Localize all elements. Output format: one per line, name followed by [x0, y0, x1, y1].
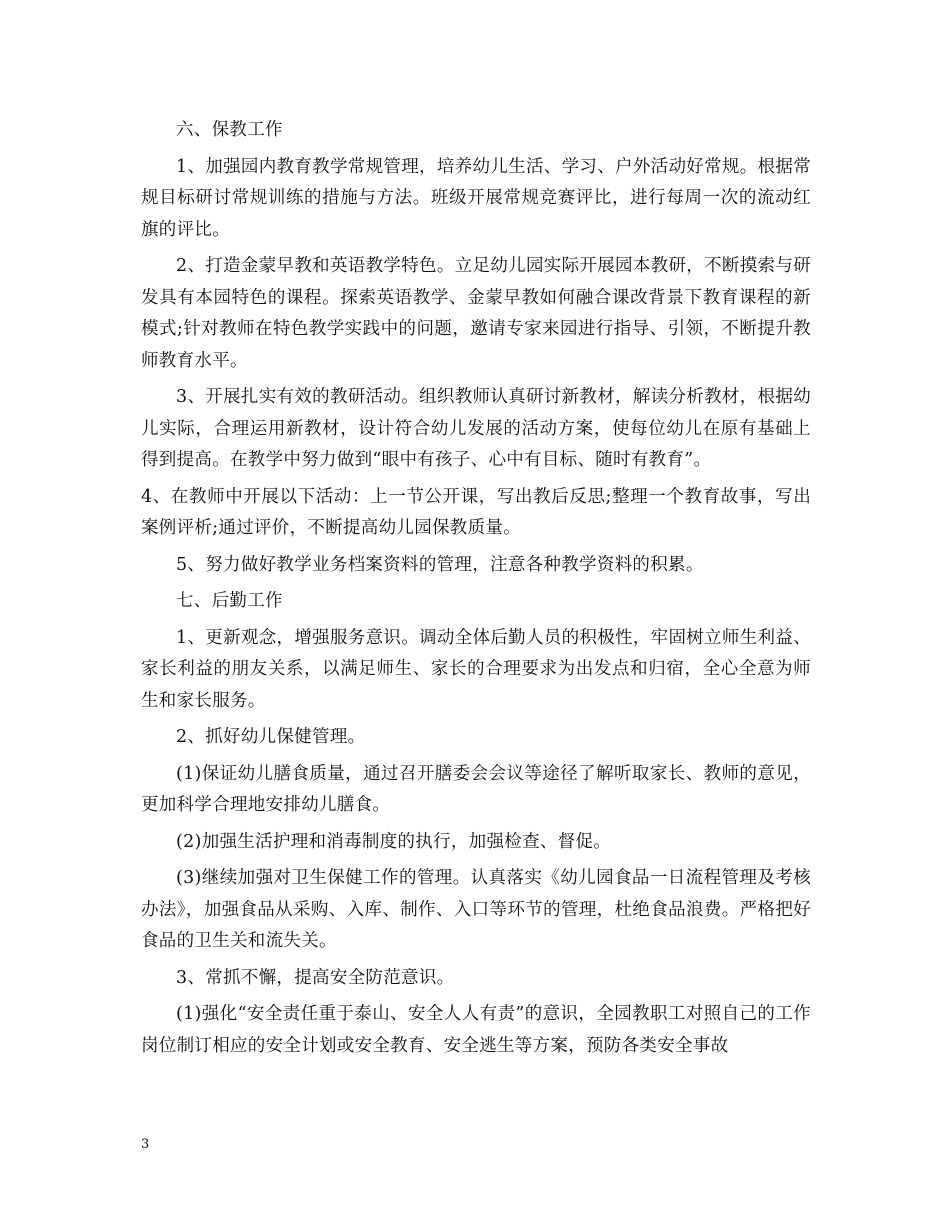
paragraph: 5、努力做好教学业务档案资料的管理，注意各种教学资料的积累。: [176, 554, 704, 575]
paragraph: (3)继续加强对卫生保健工作的管理。认真落实《幼儿园食品一日流程管理及考核办法》，加强食品从采购、入库、制作、入口等环节的管理，杜绝食品浪费。严格把好食品的卫生关和流失关。: [141, 868, 811, 951]
paragraph: 2、抓好幼儿保健管理。: [176, 727, 366, 747]
document-body: [141, 115, 811, 1067]
section-heading-houqin: 七、后勤工作: [176, 591, 283, 611]
paragraph: 1、加强园内教育教学常规管理，培养幼儿生活、学习、户外活动好常规。根据常规目标研讨常规训练的措施与方法。班级开展常规竞赛评比，进行每周一次的流动红旗的评比。: [141, 156, 811, 240]
section-heading-baojiao: 六、保教工作: [176, 120, 283, 140]
paragraph: (2)加强生活护理和消毒制度的执行，加强检查、督促。: [176, 831, 612, 852]
paragraph: 2、打造金蒙早教和英语教学特色。立足幼儿园实际开展园本教研，不断摸索与研发具有本园特色的课程。探索英语教学、金蒙早教如何融合课改背景下教育课程的新模式;针对教师在特色教学实践中的问题，邀请专家来园进行指导、引领，不断提升教师教育水平。: [141, 256, 811, 371]
paragraph: (1)保证幼儿膳食质量，通过召开膳委会会议等途径了解听取家长、教师的意见，更加科学合理地安排幼儿膳食。: [141, 763, 811, 815]
page-number: 3: [141, 1137, 150, 1152]
paragraph: 1、更新观念，增强服务意识。调动全体后勤人员的积极性，牢固树立师生利益、家长利益的朋友关系，以满足师生、家长的合理要求为出发点和归宿，全心全意为师生和家长服务。: [141, 627, 811, 711]
paragraph: 3、开展扎实有效的教研活动。组织教师认真研讨新教材，解读分析教材，根据幼儿实际，合理运用新教材，设计符合幼儿发展的活动方案，使每位幼儿在原有基础上得到提高。在教学中努力做到“眼中有孩子、心中有目标、随时有教育”。: [141, 387, 811, 470]
paragraph: (1)强化“安全责任重于泰山、安全人人有责”的意识，全园教职工对照自己的工作岗位制订相应的安全计划或安全教育、安全逃生等方案，预防各类安全事故: [141, 1004, 811, 1056]
paragraph: 4、在教师中开展以下活动：上一节公开课，写出教后反思;整理一个教育故事，写出案例评析;通过评价，不断提高幼儿园保教质量。: [141, 486, 811, 538]
paragraph: 3、常抓不懈，提高安全防范意识。: [176, 967, 455, 988]
